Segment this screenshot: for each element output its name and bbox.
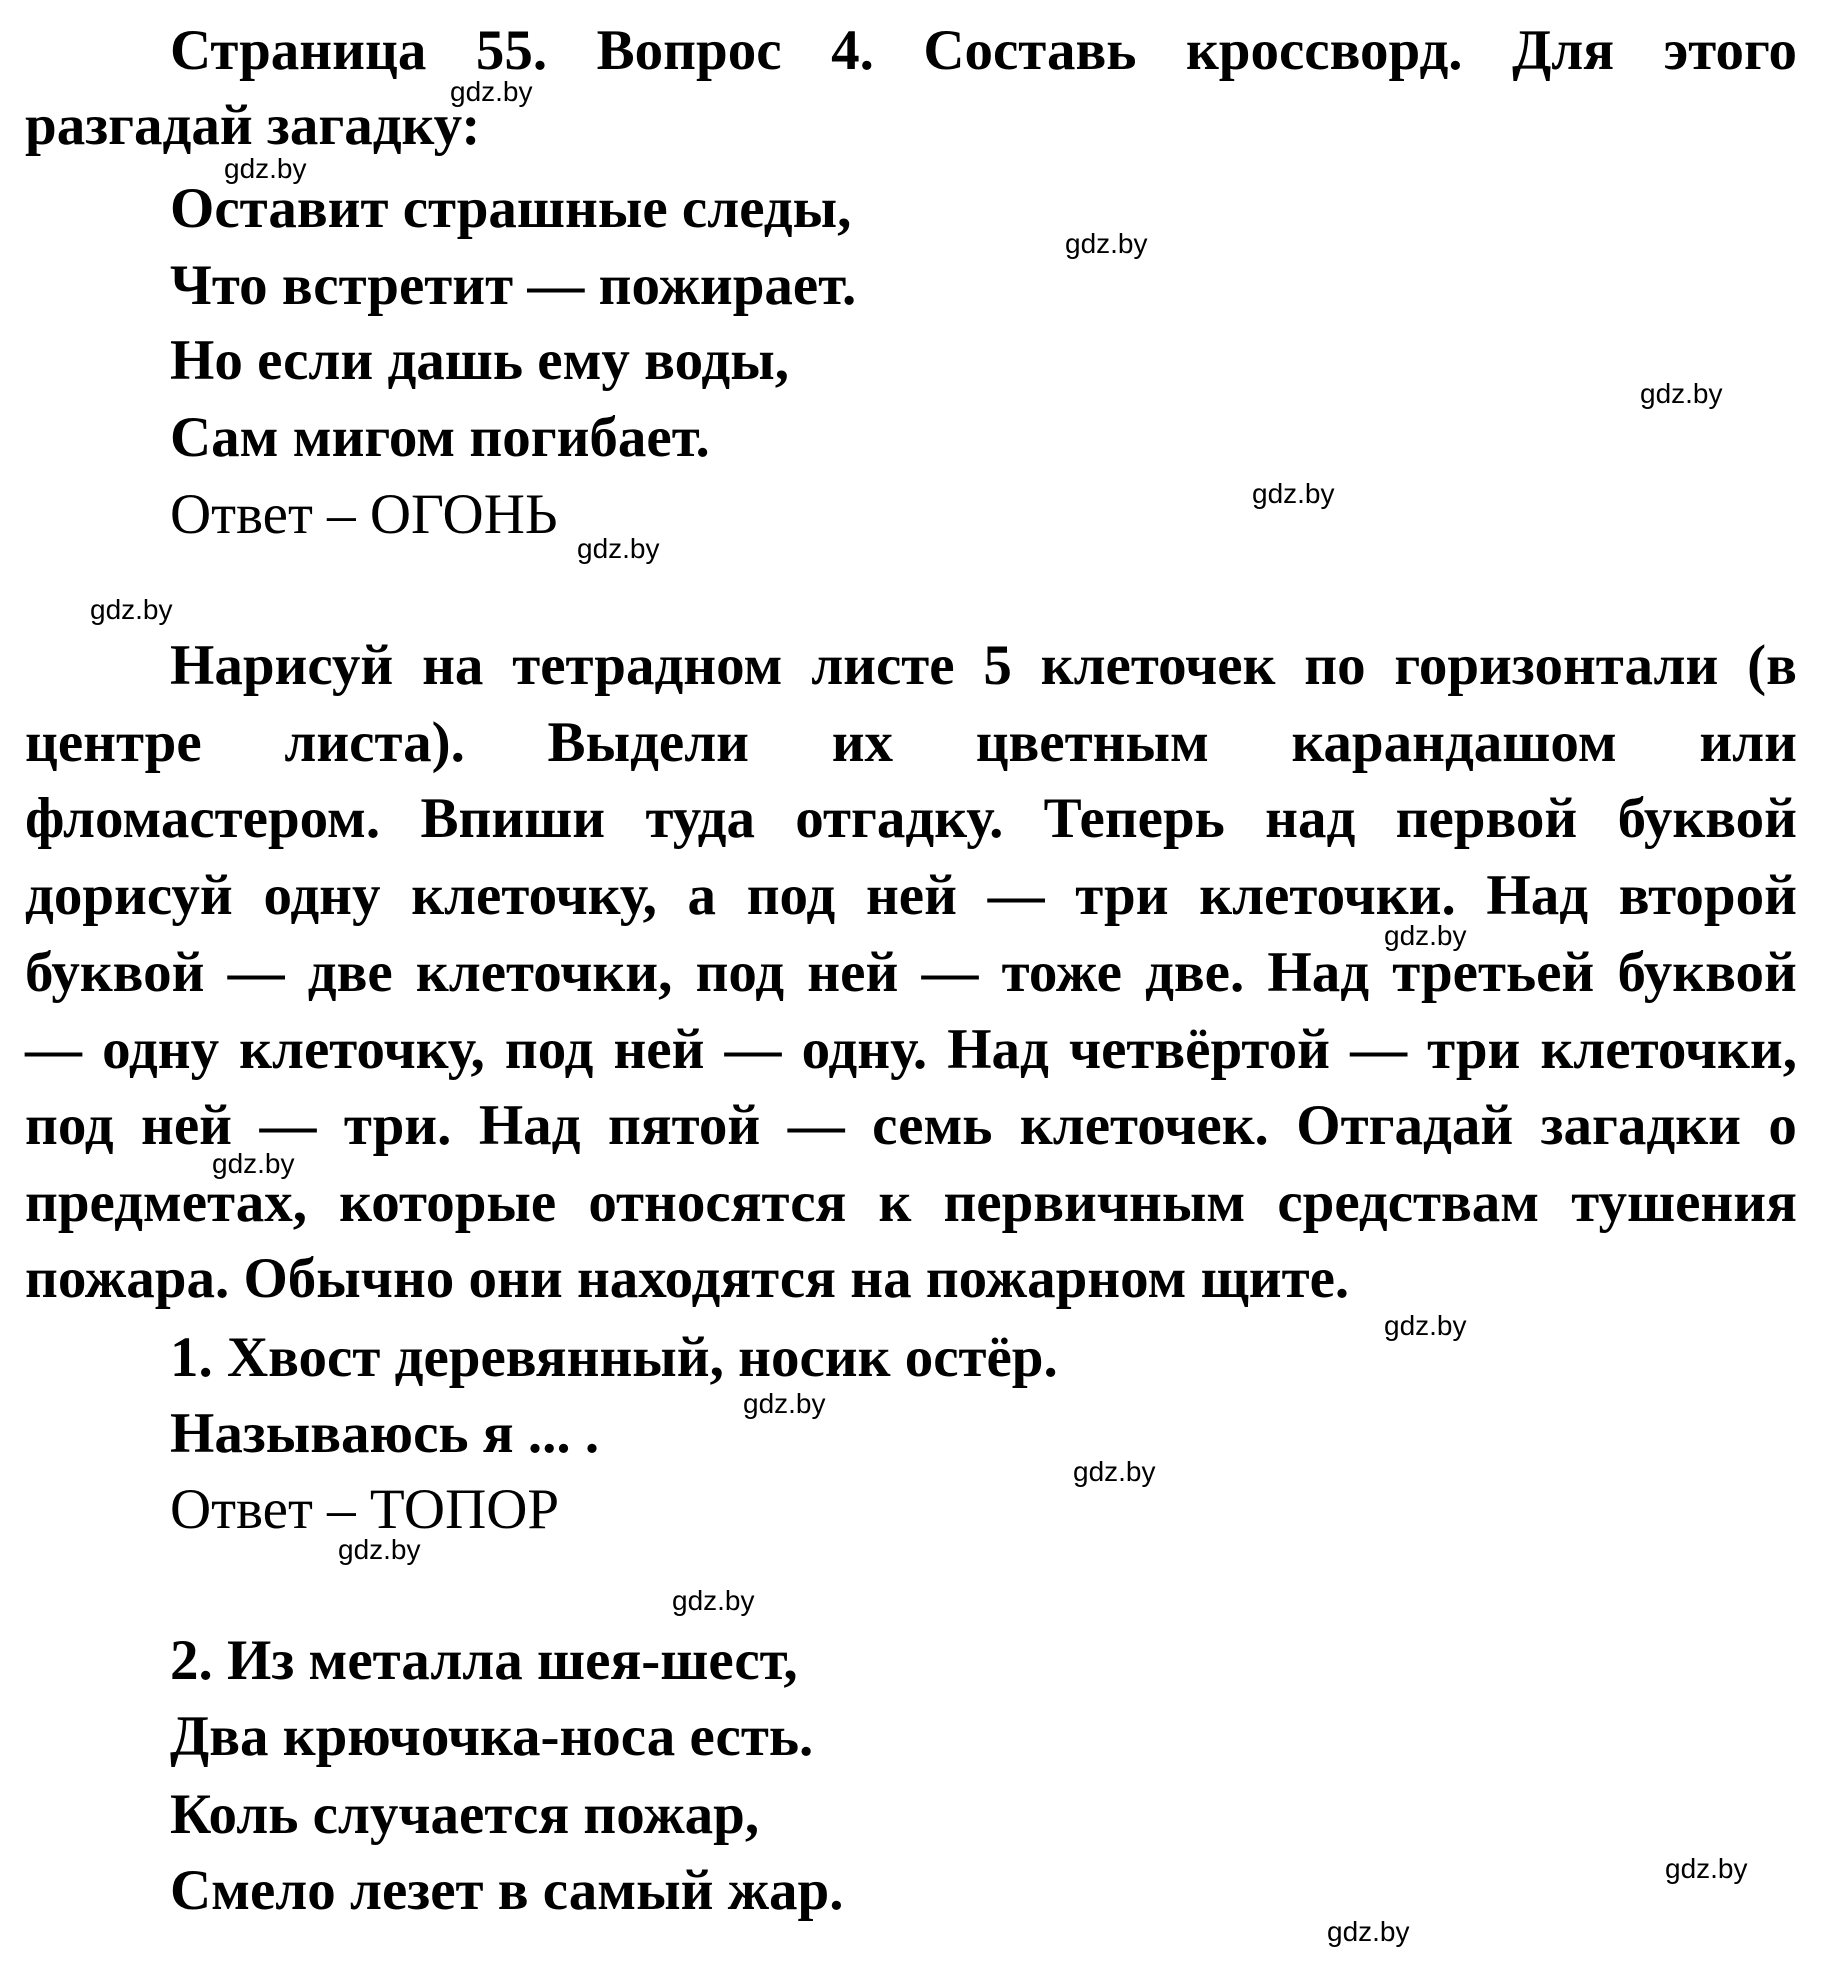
word: пятой [607,1094,761,1157]
watermark: gdz.by [1384,920,1467,951]
word: или [1699,711,1797,774]
word: 5 [983,634,1012,697]
word: предметах, [25,1171,307,1234]
watermark: gdz.by [1384,1310,1467,1341]
word: относятся [588,1171,847,1234]
word: по [1304,634,1366,697]
watermark: gdz.by [672,1585,755,1616]
word: клеточек. [1019,1094,1269,1157]
word: а [687,864,717,927]
word: ней [865,864,957,927]
watermark: gdz.by [1327,1916,1410,1947]
word: буквой [1617,787,1797,850]
word: цветным [975,711,1209,774]
instructions-line [25,787,1797,850]
word: — [724,1018,782,1081]
riddle-2-line: Смело лезет в самый жар. [170,1859,844,1922]
word: четвёртой [1068,1018,1331,1081]
word: листе [811,634,955,697]
riddle-1-answer: Ответ – ТОПОР [170,1478,560,1541]
word: под [25,1094,114,1157]
word: которые [339,1171,557,1234]
instructions-line [25,1094,1797,1157]
word: третьей [1392,941,1595,1004]
word: две. [1145,941,1245,1004]
word: Для [1512,19,1615,82]
word: — [227,941,285,1004]
word: — [987,864,1045,927]
word: три [1075,864,1169,927]
word: первичным [943,1171,1246,1234]
word: клеточку, [411,864,657,927]
word: кроссворд. [1185,19,1463,82]
word: клеточки, [1540,1018,1797,1081]
word: Составь [923,19,1137,82]
word: над [1265,787,1356,850]
word: под [504,1018,594,1081]
word: под [695,941,785,1004]
watermark: gdz.by [743,1388,826,1419]
word: Над [1486,864,1589,927]
word: три [1427,1018,1521,1081]
word: листа). [284,711,465,774]
word: буквой [1617,941,1797,1004]
watermark: gdz.by [1252,478,1335,509]
word: ней [807,941,899,1004]
instructions-line [25,941,1797,1004]
word: 55. [475,19,548,82]
riddle-fire-line: Но если дашь ему воды, [170,329,790,392]
word: клеточек [1040,634,1276,697]
word: центре [25,711,202,774]
word: ней [613,1018,705,1081]
word: ней [141,1094,232,1157]
watermark: gdz.by [212,1148,295,1179]
riddle-fire-line: Сам мигом погибает. [170,406,710,469]
riddle-fire-line: Оставит страшные следы, [170,177,852,240]
word: одну [263,864,381,927]
watermark: gdz.by [577,533,660,564]
word: Выдели [547,711,750,774]
watermark: gdz.by [1073,1456,1156,1487]
word: одну. [801,1018,928,1081]
word: — [1350,1018,1408,1081]
riddle-1-line: Называюсь я ... . [170,1402,600,1465]
word: две [307,941,393,1004]
riddle-1-line: 1. Хвост деревянный, носик остёр. [170,1326,1058,1389]
riddle-2-line: 2. Из металла шея-шест, [170,1629,798,1692]
word: Отгадай [1296,1094,1514,1157]
word: Над [478,1094,581,1157]
word: дорисуй [25,864,233,927]
word: (в [1747,634,1797,697]
word: Теперь [1043,787,1225,850]
instructions-line [170,634,1797,697]
word: Вопрос [596,19,782,82]
word: к [878,1171,912,1234]
word: одну [102,1018,220,1081]
word: на [422,634,484,697]
word: клеточки, [415,941,673,1004]
word: фломастером. [25,787,381,850]
word: первой [1395,787,1578,850]
word: семь [872,1094,993,1157]
word: три. [343,1094,452,1157]
word: горизонтали [1394,634,1719,697]
word: Над [1267,941,1370,1004]
word: клеточки. [1199,864,1456,927]
word: Страница [170,19,427,82]
word: тоже [1001,941,1122,1004]
word: клеточку, [239,1018,485,1081]
word: загадки [1540,1094,1741,1157]
word: Нарисуй [170,634,394,697]
instructions-last-line: пожара. Обычно они находятся на пожарном щите. [25,1247,1350,1310]
word: средствам [1277,1171,1540,1234]
watermark: gdz.by [1640,378,1723,409]
word: их [831,711,894,774]
word: второй [1618,864,1797,927]
heading-line-1 [170,19,1797,82]
heading-line-2: разгадай загадку: [25,94,481,157]
word: карандашом [1291,711,1617,774]
word: отгадку. [795,787,1004,850]
word: о [1768,1094,1797,1157]
instructions-line [25,711,1797,774]
riddle-fire-answer: Ответ – ОГОНЬ [170,483,558,546]
word: — [787,1094,845,1157]
word: — [921,941,979,1004]
word: этого [1663,19,1797,82]
watermark: gdz.by [90,594,173,625]
word: буквой [25,941,205,1004]
word: тетрадном [512,634,783,697]
instructions-line [25,1171,1797,1234]
watermark: gdz.by [224,153,307,184]
word: туда [645,787,755,850]
watermark: gdz.by [338,1534,421,1565]
riddle-2-line: Коль случается пожар, [170,1783,760,1846]
word: тушения [1571,1171,1797,1234]
instructions-line [25,864,1797,927]
word: Над [947,1018,1049,1081]
riddle-2-line: Два крючочка-носа есть. [170,1705,814,1768]
word: — [25,1018,82,1081]
word: 4. [831,19,874,82]
watermark: gdz.by [1065,228,1148,259]
instructions-line [25,1018,1797,1081]
watermark: gdz.by [450,76,533,107]
word: Впиши [420,787,606,850]
word: под [746,864,836,927]
riddle-fire-line: Что встретит — пожирает. [170,254,857,317]
watermark: gdz.by [1665,1853,1748,1884]
word: — [259,1094,317,1157]
